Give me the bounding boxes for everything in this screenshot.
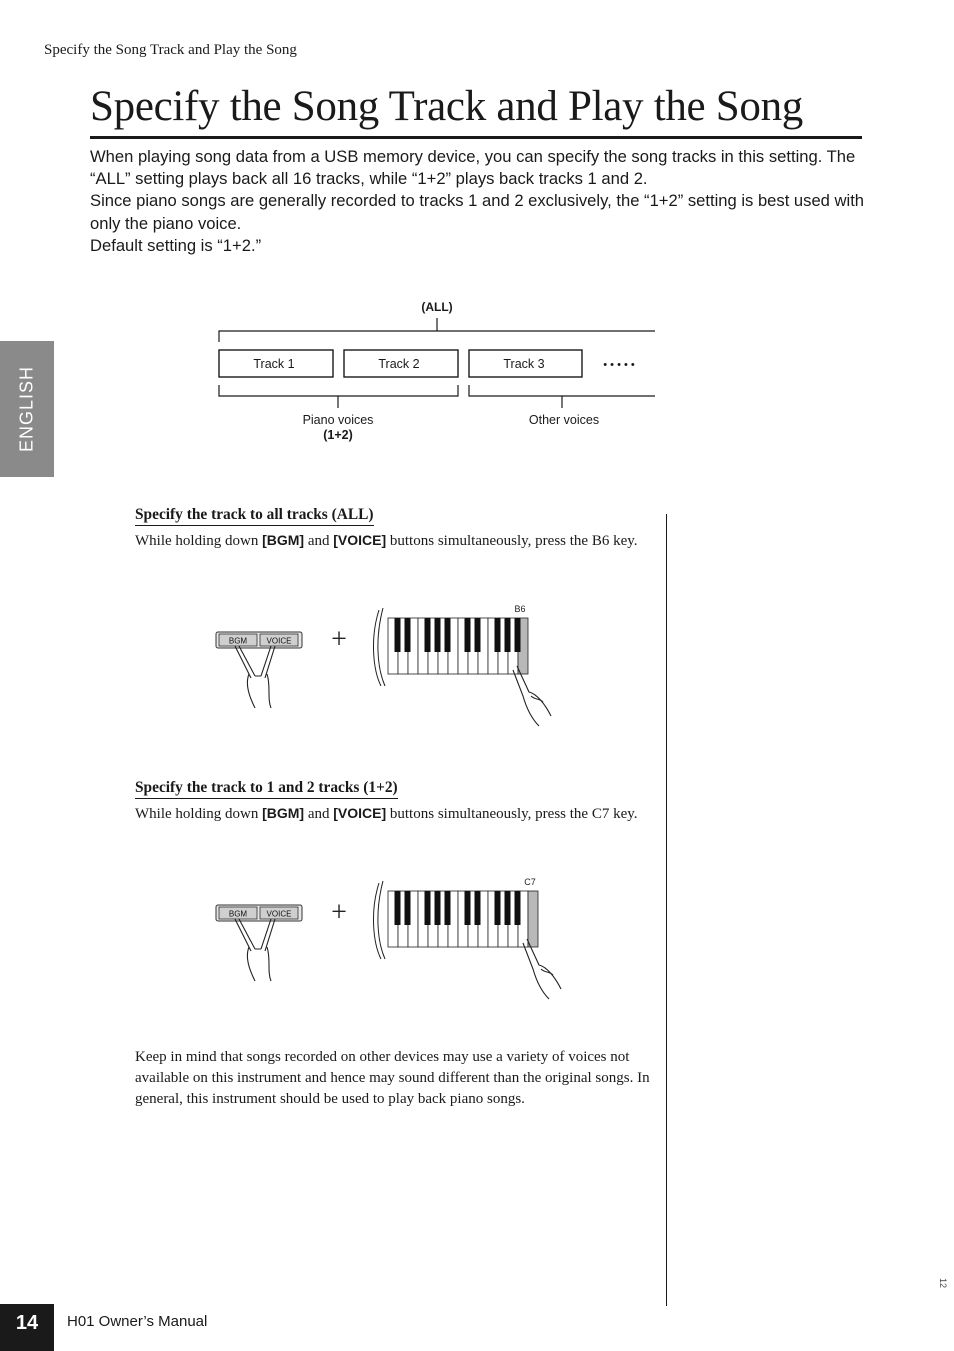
bgm-button-label: BGM <box>228 636 248 646</box>
left-hand-icon <box>239 919 271 981</box>
section-heading-1-2: Specify the track to 1 and 2 tracks (1+2) <box>135 779 398 799</box>
all-bracket <box>219 331 655 342</box>
body-12-bgm: [BGM] <box>262 805 305 821</box>
other-voices-label: Other voices <box>528 413 600 427</box>
track-box-2 <box>344 350 458 377</box>
pointing-hand-icon <box>513 666 551 726</box>
voice-button-label: VOICE <box>266 909 292 919</box>
bgm-voice-buttons <box>216 905 302 921</box>
key-label: C7 <box>524 877 536 887</box>
intro-paragraph-1: When playing song data from a USB memory device, you can specify the song tracks in this setting. The “ALL” setting plays back all 16 tracks, while “1+2” plays back tracks 1 and 2. <box>90 147 856 189</box>
track-diagram <box>200 290 670 460</box>
keyboard-icon <box>373 881 538 959</box>
footer-manual-title: H01 Owner’s Manual <box>67 1313 208 1330</box>
left-hand-icon <box>239 646 271 708</box>
intro-text <box>90 146 880 257</box>
other-bracket <box>469 385 655 396</box>
body-12-voice: [VOICE] <box>333 805 387 821</box>
language-tab <box>0 341 54 477</box>
track-1-label: Track 1 <box>253 357 295 371</box>
bgm-button-label: BGM <box>228 909 248 919</box>
column-rule <box>666 514 667 1306</box>
figure-b6-key <box>205 598 575 728</box>
body-all-post: buttons simultaneously, press the B6 key. <box>386 533 638 549</box>
body-all-pre: While holding down <box>135 533 263 549</box>
section-body-1-2 <box>135 803 645 825</box>
page-number: 14 <box>15 1312 39 1334</box>
note-text: Keep in mind that songs recorded on other devices may use a variety of voices not available on this instrument and hence may sound different than the original songs. In general, this instrument should be used to play back piano songs. <box>135 1049 650 1107</box>
plus-sign: + <box>331 624 347 655</box>
track-ellipsis: • • • • • <box>603 359 635 371</box>
piano-voices-sub: (1+2) <box>323 428 353 442</box>
section-body-all <box>135 530 645 552</box>
body-all-and: and <box>304 533 334 549</box>
keyboard-icon <box>373 608 528 686</box>
page-title: Specify the Song Track and Play the Song <box>90 80 862 139</box>
body-all-bgm: [BGM] <box>262 532 305 548</box>
voice-button-label: VOICE <box>266 636 292 646</box>
track-box-1 <box>219 350 333 377</box>
track-box-3 <box>469 350 582 377</box>
all-label: (ALL) <box>421 300 453 314</box>
plus-sign: + <box>331 897 347 928</box>
page-number-box <box>0 1304 54 1351</box>
figure-c7-key <box>205 871 575 1001</box>
piano-voices-label: Piano voices <box>302 413 374 427</box>
track-3-label: Track 3 <box>503 357 545 371</box>
pointing-hand-icon <box>523 939 561 999</box>
body-12-pre: While holding down <box>135 806 263 822</box>
intro-paragraph-3: Default setting is “1+2.” <box>90 235 262 255</box>
margin-mark: 12 <box>938 1277 949 1289</box>
running-header: Specify the Song Track and Play the Song <box>44 42 297 58</box>
body-all-voice: [VOICE] <box>333 532 387 548</box>
body-12-and: and <box>304 806 334 822</box>
key-label: B6 <box>514 604 526 614</box>
body-12-post: buttons simultaneously, press the C7 key. <box>386 806 638 822</box>
piano-bracket <box>219 385 458 396</box>
track-2-label: Track 2 <box>378 357 420 371</box>
intro-paragraph-2: Since piano songs are generally recorded to tracks 1 and 2 exclusively, the “1+2” setting is best used with only the piano voice. <box>90 191 865 233</box>
bgm-voice-buttons <box>216 632 302 648</box>
language-tab-label: ENGLISH <box>16 365 37 453</box>
section-heading-all: Specify the track to all tracks (ALL) <box>135 506 374 526</box>
